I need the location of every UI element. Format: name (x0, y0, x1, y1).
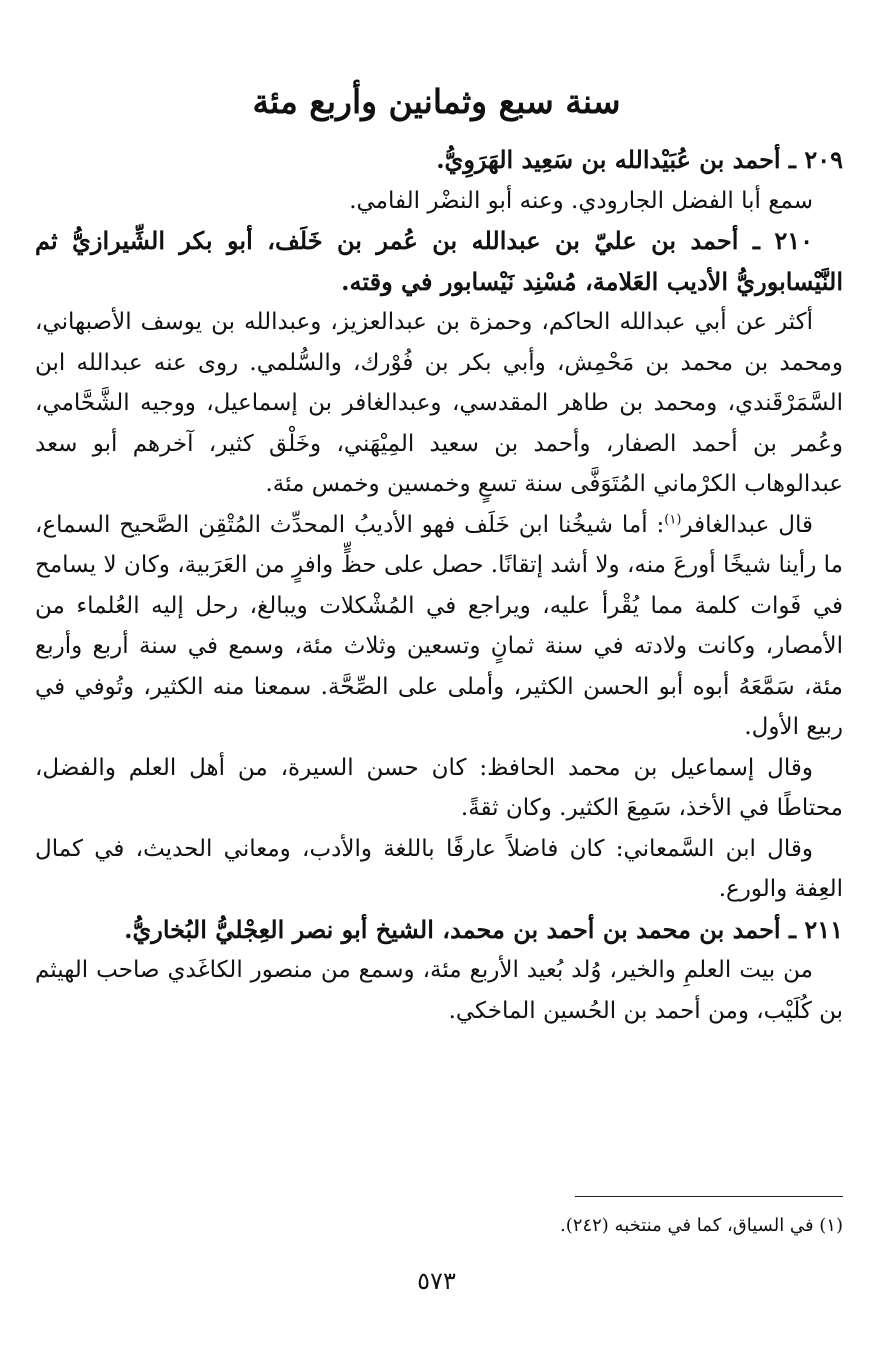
entry-211-text: من بيت العلمِ والخير، وُلد بُعيد الأربع مئة، وسمع من منصور الكاغَدي صاحب الهيثم بن كُلَيْب، ومن أحمد بن الحُسين الماخكي. (35, 957, 843, 1024)
quote-lead: قال عبدالغافر (681, 511, 813, 538)
entry-210-quote-abdulghafir (35, 505, 843, 748)
page-title: سنة سبع وثمانين وأربع مئة (252, 82, 621, 121)
page-number: ٥٧٣ (417, 1267, 456, 1295)
entry-210-quote-samani: وقال ابن السَّمعاني: كان فاضلاً عارفًا باللغة والأدب، ومعاني الحديث، في كمال العِفة والورع. (35, 835, 843, 902)
entry-210-heading: ٢١٠ ـ أحمد بن عليّ بن عبدالله بن عُمر بن خَلَف، أبو بكر الشِّيرازيُّ ثم النَّيْسابوريُّ الأديب العَلامة، مُسْنِد نَيْسابور في وقته. (35, 226, 843, 296)
footnote: (١) في السياق، كما في منتخبه (٢٤٢). (560, 1215, 843, 1236)
entry-210-quote-ismail: وقال إسماعيل بن محمد الحافظ: كان حسن السيرة، من أهل العلم والفضل، محتاطًا في الأخذ، سَمِعَ الكثير. وكان ثقةً. (35, 754, 843, 821)
quote-body: : أما شيخُنا ابن خَلَف فهو الأديبُ المحدِّث المُتْقِن الصَّحيح السماع، ما رأينا شيخًا أورعَ منه، ولا أشد إتقانًا. حصل على حظٍّ وافرٍ من العَرَبية، وكان لا يسامح في فَوات كلمة مما يُقْرأ عليه، ويراجع في المُشْكلات ويبالغ، رحل إليه العُلماء من الأمصار، وكانت ولادته في سنة ثمانٍ وتسعين وثلاث مئة، وسمع في سنة أربع وأربع مئة، سَمَّعَهُ أبوه أبو الحسن الكثير، وأملى على الصِّحَّة. سمعنا منه الكثير، وتُوفي في ربيع الأول. (35, 511, 843, 740)
main-text (35, 140, 843, 1031)
entry-209-text: سمع أبا الفضل الجارودي. وعنه أبو النضْر الفامي. (349, 187, 813, 214)
entry-211-heading: ٢١١ ـ أحمد بن محمد بن أحمد بن محمد، الشيخ أبو نصر العِجْليُّ البُخاريُّ. (124, 914, 843, 944)
entry-209-heading: ٢٠٩ ـ أحمد بن عُبَيْدالله بن سَعِيد الهَرَوِيُّ. (436, 145, 843, 174)
entry-210-text: أكثر عن أبي عبدالله الحاكم، وحمزة بن عبدالعزيز، وعبدالله بن يوسف الأصبهاني، ومحمد بن محمد بن مَحْمِش، وأبي بكر بن فُوْرك، والسُّلمي. روى عنه عبدالله ابن السَّمَرْقَندي، ومحمد بن طاهر المقدسي، وعبدالغافر بن إسماعيل، ووجيه الشَّحَّامي، وعُمر بن أحمد الصفار، وأحمد بن سعيد المِيْهَني، وخَلْق كثير، آخرهم أبو سعد عبدالوهاب الكرْماني المُتَوَفَّى سنة تسعٍ وخمسين وخمس مئة. (35, 309, 843, 497)
footnote-divider (575, 1196, 843, 1197)
footnote-reference[interactable]: (١) (664, 511, 682, 527)
